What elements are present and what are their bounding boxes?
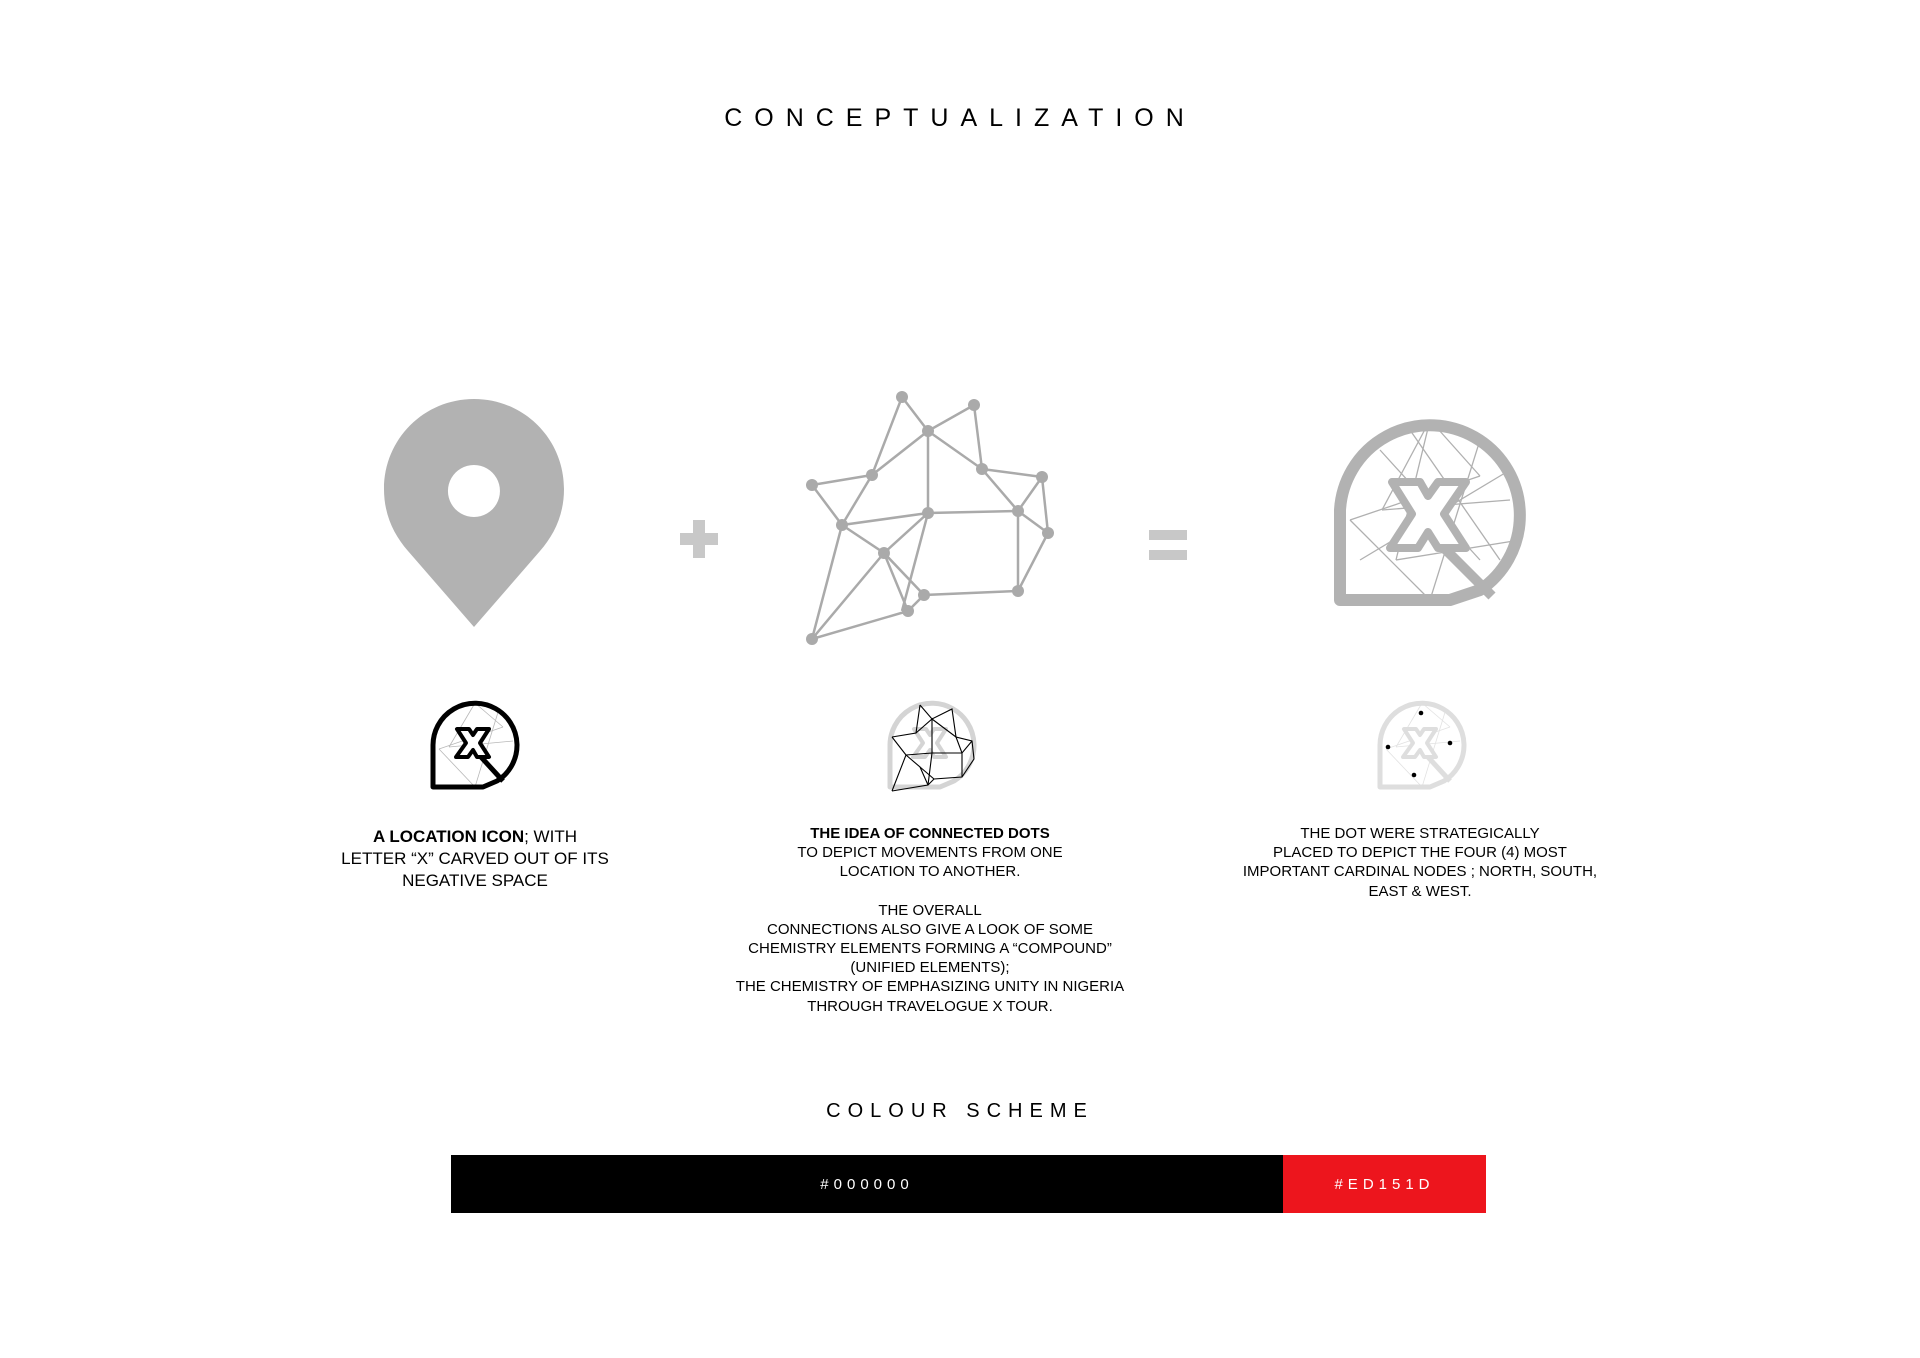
logo-x-dots-icon	[1372, 697, 1472, 793]
north-dot	[1419, 711, 1424, 716]
page-title: CONCEPTUALIZATION	[724, 104, 1196, 132]
concept-nodes-description: THE DOT WERE STRATEGICALLY PLACED TO DEPICT THE FOUR (4) MOST IMPORTANT CARDINAL NODES ; NORTH, SOUTH, EAST & WEST.	[1242, 825, 1598, 900]
swatch-black-label: #000000	[820, 1175, 914, 1193]
concept-dots-description: THE IDEA OF CONNECTED DOTS TO DEPICT MOVEMENTS FROM ONE LOCATION TO ANOTHER. THE OVERALL CONNECTIONS ALSO GIVE A LOOK OF SOME CHEMISTRY ELEMENTS FORMING A “COMPOUND” (UNIFIED ELEMENTS); THE CHEMISTRY OF EMPHASIZING UNITY IN NIGERIA THROUGH TRAVELOGUE X TOUR.	[735, 825, 1125, 1015]
plus-icon	[678, 518, 720, 560]
swatch-red	[1283, 1155, 1486, 1213]
south-dot	[1412, 773, 1417, 778]
logo-x-black-icon	[425, 697, 525, 793]
east-dot	[1448, 741, 1453, 746]
concept-location-bold: A LOCATION ICON	[373, 827, 525, 846]
connected-dots-icon	[790, 385, 1070, 645]
location-pin-icon	[378, 395, 570, 631]
swatch-black	[451, 1155, 1283, 1213]
colour-scheme-title: COLOUR SCHEME	[826, 1100, 1094, 1122]
concept-location-description: A LOCATION ICON; WITH LETTER “X” CARVED OUT OF ITS NEGATIVE SPACE	[341, 827, 609, 890]
equals-icon	[1147, 528, 1189, 562]
west-dot	[1386, 745, 1391, 750]
swatch-red-label: #ED151D	[1334, 1175, 1435, 1193]
concept-dots-bold: THE IDEA OF CONNECTED DOTS	[810, 825, 1050, 842]
logo-x-icon	[1320, 410, 1540, 610]
logo-x-network-icon	[882, 697, 982, 793]
